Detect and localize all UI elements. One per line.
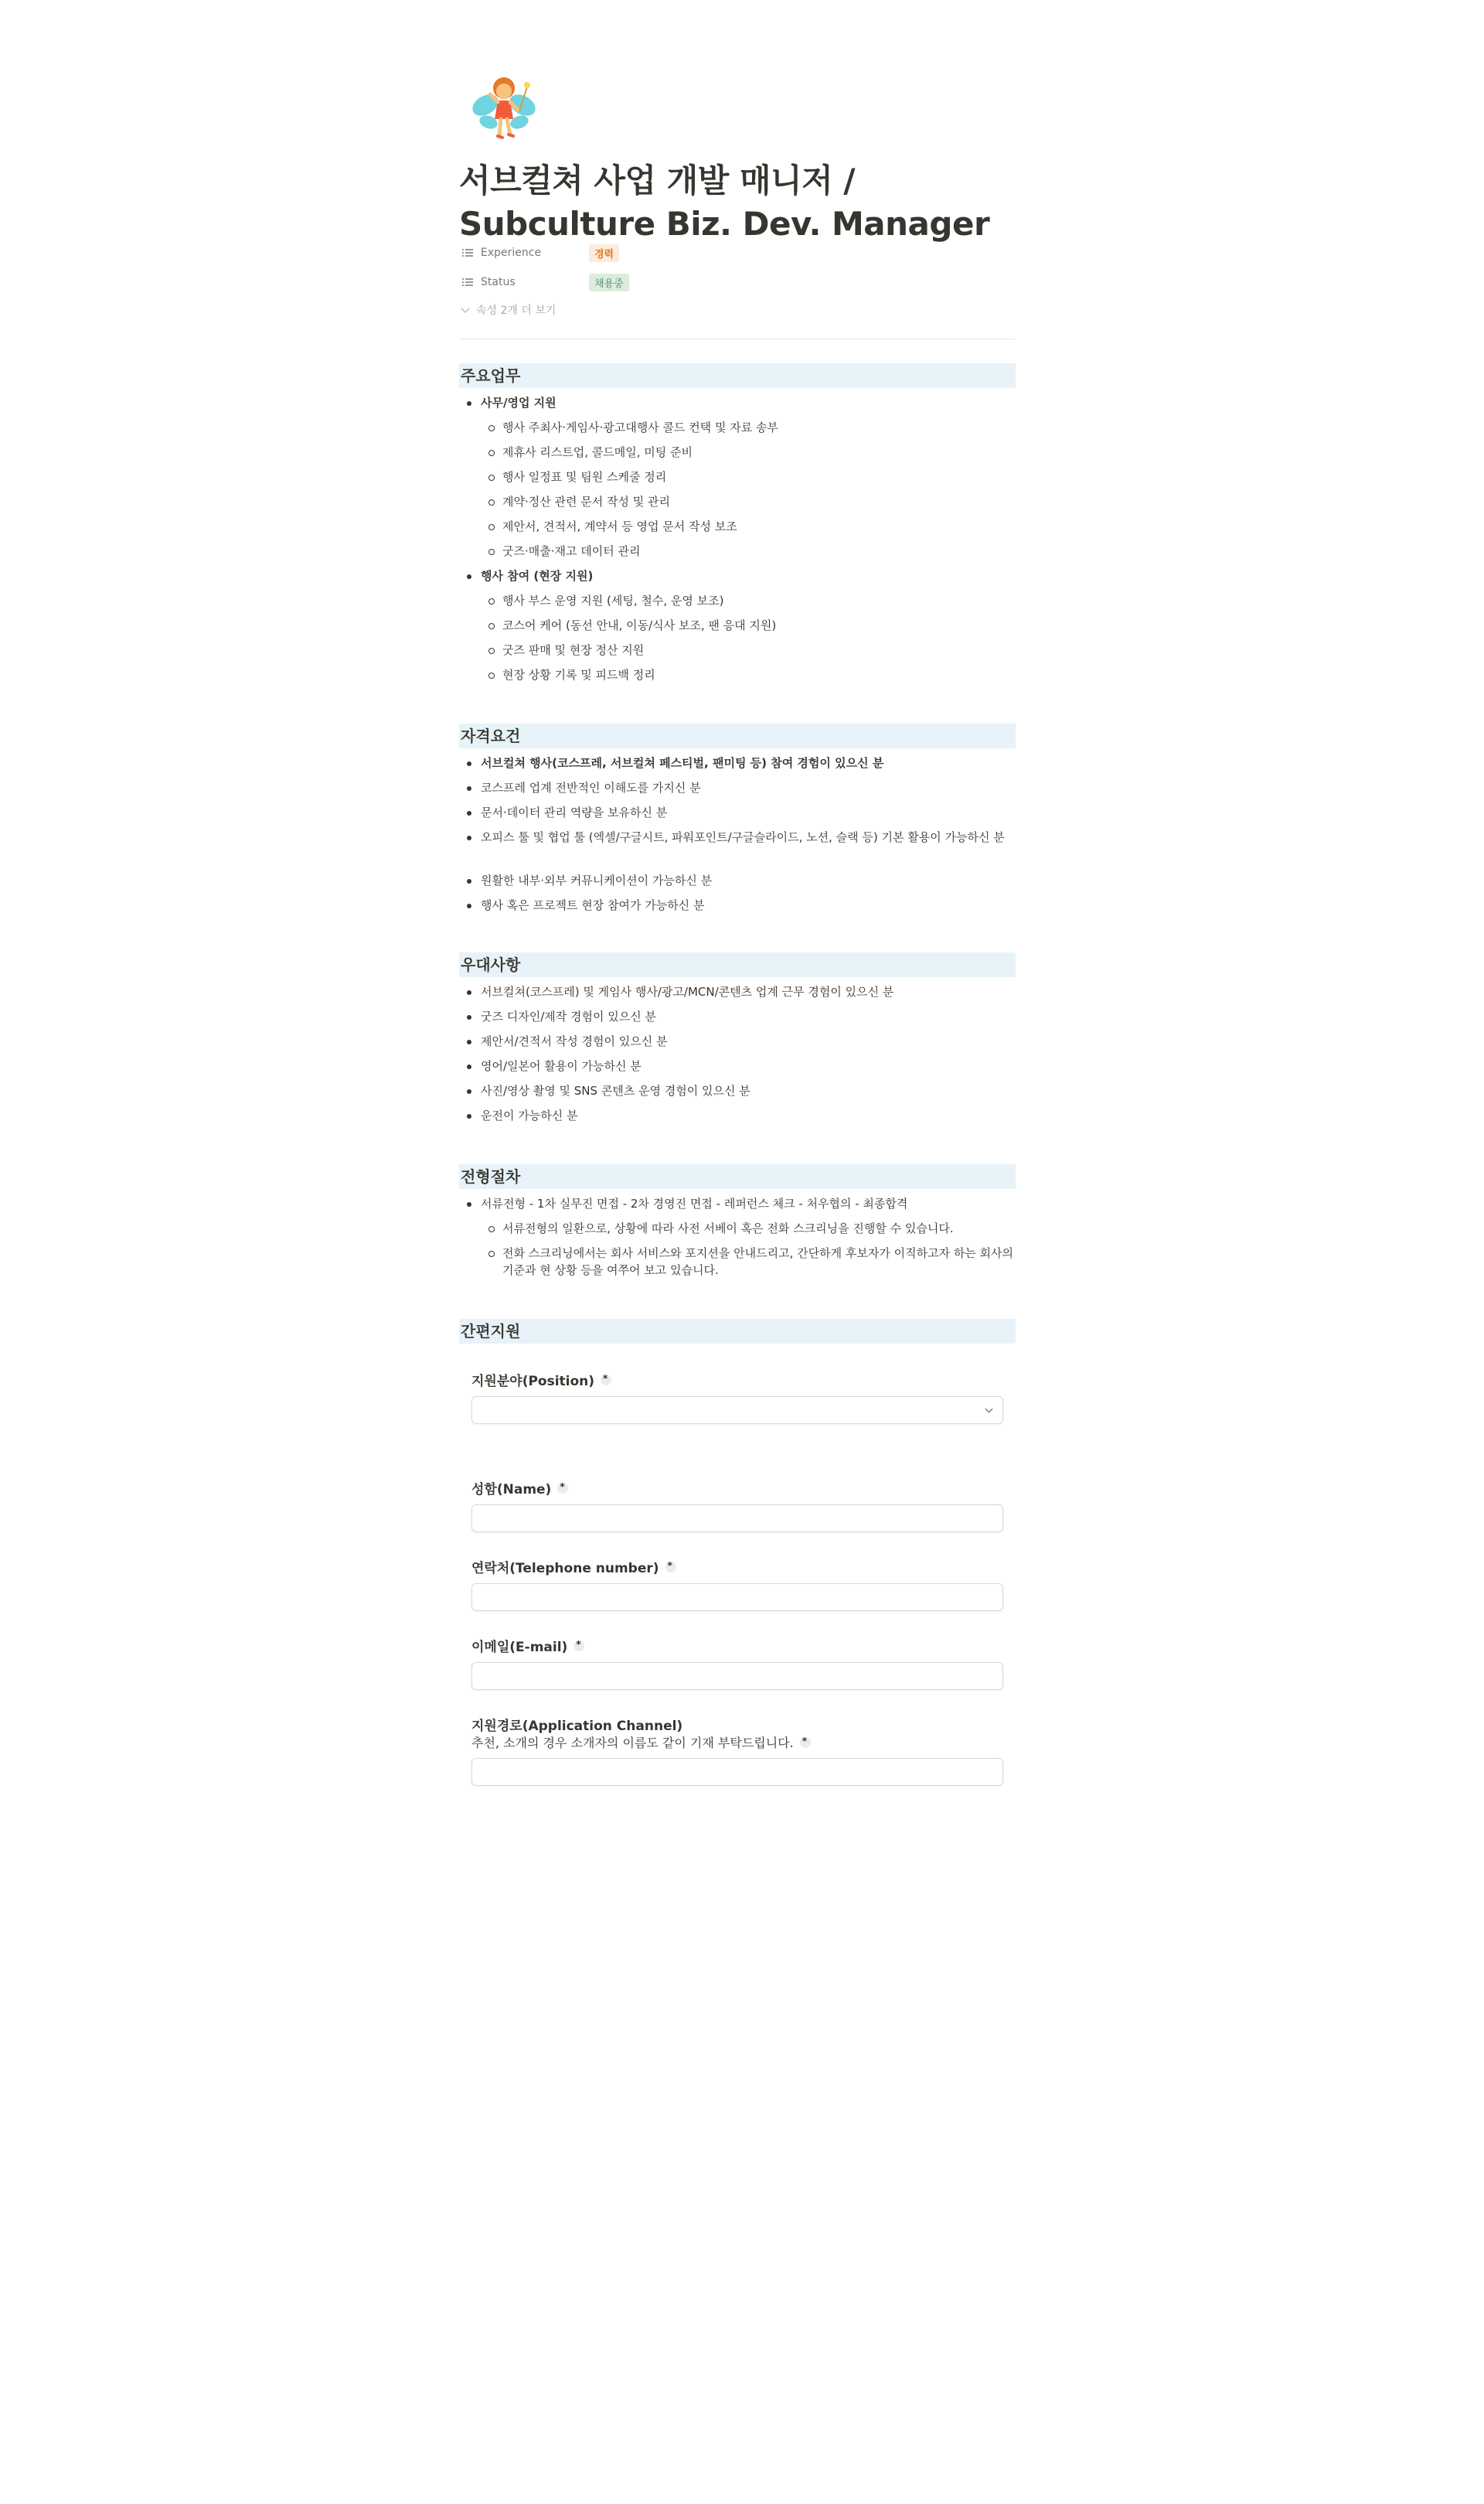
- section-heading-process: 전형절차: [459, 1164, 1016, 1189]
- phone-input[interactable]: [471, 1583, 1003, 1611]
- list-item: 사진/영상 촬영 및 SNS 콘텐츠 운영 경험이 있으신 분: [459, 1082, 1016, 1099]
- section-heading-apply: 간편지원: [459, 1319, 1016, 1344]
- channel-label-text: 지원경로(Application Channel): [471, 1719, 683, 1734]
- list-item: 오피스 툴 및 협업 툴 (엑셀/구글시트, 파워포인트/구글슬라이드, 노션, 슬랙 등) 기본 활용이 가능하신 분: [459, 829, 1016, 846]
- list-item: 영어/일본어 활용이 가능하신 분: [459, 1058, 1016, 1075]
- list-item: 코스어 케어 (동선 안내, 이동/식사 보조, 팬 응대 지원): [459, 617, 1016, 634]
- list-item: 현장 상황 기록 및 피드백 정리: [459, 666, 1016, 683]
- list-item: 계약·정산 관련 문서 작성 및 관리: [459, 493, 1016, 510]
- phone-label: [471, 1557, 676, 1576]
- list-item: 서브컬쳐 행사(코스프레, 서브컬쳐 페스티벌, 팬미팅 등) 참여 경험이 있으신 분: [459, 755, 1016, 772]
- property-value-tag[interactable]: 경력: [589, 244, 619, 262]
- list-item: 행사 주최사·게임사·광고대행사 콜드 컨택 및 자료 송부: [459, 419, 1016, 436]
- section-heading-qualifications: 자격요건: [459, 724, 1016, 748]
- list-item: 굿즈·매출·재고 데이터 관리: [459, 543, 1016, 560]
- required-icon: [557, 1483, 568, 1494]
- list-item: 굿즈 디자인/제작 경험이 있으신 분: [459, 1008, 1016, 1025]
- channel-input[interactable]: [471, 1758, 1003, 1786]
- channel-sublabel-text: 추천, 소개의 경우 소개자의 이름도 같이 기재 부탁드립니다.: [471, 1736, 794, 1750]
- list-item: 문서·데이터 관리 역량을 보유하신 분: [459, 804, 1016, 821]
- list-item: 운전이 가능하신 분: [459, 1107, 1016, 1124]
- required-icon: [665, 1562, 676, 1572]
- property-status[interactable]: [459, 269, 1016, 295]
- list-item: 제안서, 견적서, 계약서 등 영업 문서 작성 보조: [459, 518, 1016, 535]
- list-item: 제안서/견적서 작성 경험이 있으신 분: [459, 1033, 1016, 1050]
- name-input[interactable]: [471, 1504, 1003, 1532]
- name-label-text: 성함(Name): [471, 1482, 552, 1497]
- phone-label-text: 연락처(Telephone number): [471, 1561, 659, 1576]
- property-value-tag[interactable]: 채용중: [589, 274, 629, 291]
- more-properties-toggle[interactable]: [462, 302, 556, 318]
- required-icon: [800, 1737, 811, 1748]
- position-select[interactable]: [471, 1396, 1003, 1424]
- list-item: 굿즈 판매 및 현장 정산 지원: [459, 642, 1016, 659]
- fairy-emoji-icon[interactable]: [467, 71, 541, 145]
- list-item: 전화 스크리닝에서는 회사 서비스와 포지션을 안내드리고, 간단하게 후보자가 이직하고자 하는 회사의 기준과 현 상황 등을 여쭈어 보고 있습니다.: [459, 1245, 1016, 1279]
- property-experience[interactable]: [459, 240, 1016, 266]
- email-label-text: 이메일(E-mail): [471, 1640, 568, 1655]
- list-item: 행사 혹은 프로젝트 현장 참여가 가능하신 분: [459, 897, 1016, 914]
- channel-sublabel: [471, 1733, 811, 1751]
- page-title: [459, 159, 1016, 246]
- required-icon: [574, 1640, 584, 1651]
- list-item: 서류전형 - 1차 실무진 면접 - 2차 경영진 면접 - 레퍼런스 체크 - 처우협의 - 최종합격: [459, 1195, 1016, 1212]
- property-key: Status: [481, 276, 516, 288]
- property-key: Experience: [481, 247, 542, 259]
- email-input[interactable]: [471, 1662, 1003, 1690]
- page-title-line1: 서브컬쳐 사업 개발 매니저 /: [459, 162, 856, 199]
- more-properties-label: 속성 2개 더 보기: [476, 305, 556, 317]
- list-item: 행사 참여 (현장 지원): [459, 567, 1016, 584]
- list-item: 코스프레 업계 전반적인 이해도를 가지신 분: [459, 779, 1016, 796]
- list-item: 제휴사 리스트업, 콜드메일, 미팅 준비: [459, 444, 1016, 461]
- list-item: 서류전형의 일환으로, 상황에 따라 사전 서베이 혹은 전화 스크리닝을 진행할 수 있습니다.: [459, 1220, 1016, 1237]
- chevron-down-icon: [985, 1405, 993, 1413]
- list-item: 행사 부스 운영 지원 (세팅, 철수, 운영 보조): [459, 592, 1016, 609]
- list-property-icon: [462, 277, 473, 288]
- section-heading-preferred: 우대사항: [459, 952, 1016, 977]
- page-title-line2: Subculture Biz. Dev. Manager: [459, 205, 990, 243]
- list-item: 사무/영업 지원: [459, 394, 1016, 411]
- position-label-text: 지원분야(Position): [471, 1374, 595, 1389]
- list-item: 원활한 내부·외부 커뮤니케이션이 가능하신 분: [459, 872, 1016, 889]
- list-item: 행사 일정표 및 팀원 스케줄 정리: [459, 468, 1016, 485]
- list-property-icon: [462, 247, 473, 258]
- section-heading-duties: 주요업무: [459, 363, 1016, 388]
- email-label: [471, 1636, 584, 1655]
- chevron-down-icon: [461, 304, 469, 312]
- channel-label: [471, 1715, 682, 1734]
- name-label: [471, 1478, 568, 1497]
- required-icon: [601, 1375, 611, 1385]
- position-label: [471, 1370, 611, 1389]
- list-item: 서브컬쳐(코스프레) 및 게임사 행사/광고/MCN/콘텐츠 업계 근무 경험이 있으신 분: [459, 983, 1016, 1000]
